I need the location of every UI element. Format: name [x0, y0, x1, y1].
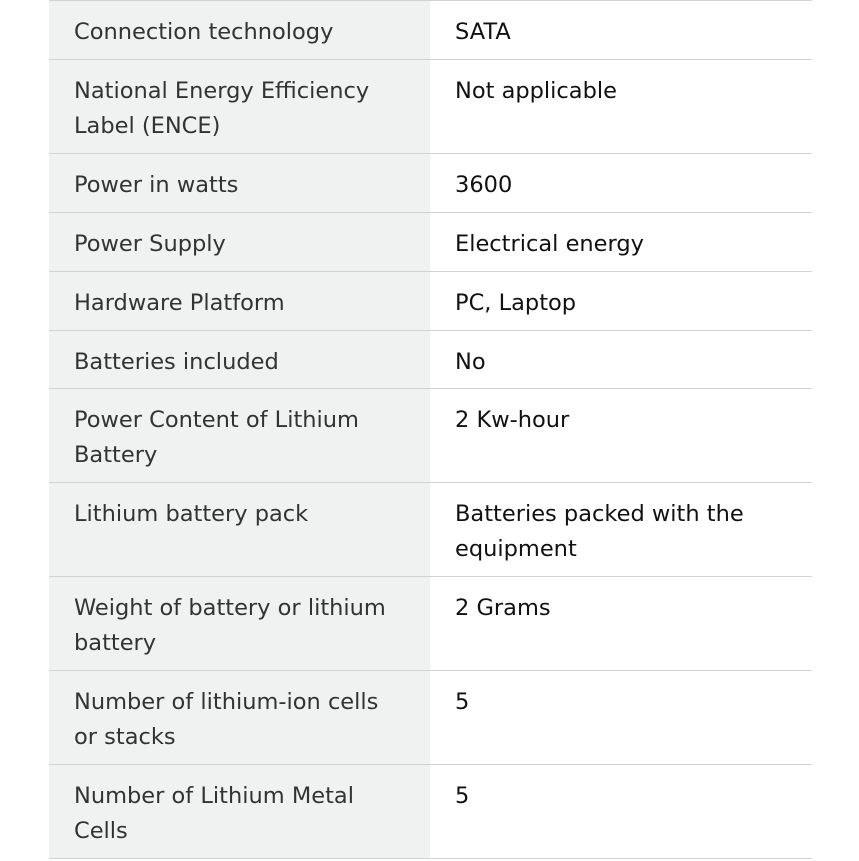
spec-label: Weight of battery or lithium battery	[49, 577, 430, 671]
spec-label: Number of Lithium Metal Cells	[49, 765, 430, 859]
table-row	[49, 272, 812, 331]
table-row	[49, 1, 812, 60]
spec-value: PC, Laptop	[430, 272, 812, 331]
table-row	[49, 154, 812, 213]
spec-label: Hardware Platform	[49, 272, 430, 331]
spec-value: 3600	[430, 154, 812, 213]
product-specifications-table	[49, 0, 812, 859]
spec-value: 2 Kw-hour	[430, 389, 812, 483]
table-row	[49, 389, 812, 483]
table-row	[49, 765, 812, 859]
spec-label: Power Supply	[49, 213, 430, 272]
table-row	[49, 60, 812, 154]
table-row	[49, 483, 812, 577]
spec-value: SATA	[430, 1, 812, 60]
spec-label: National Energy Efficiency Label (ENCE)	[49, 60, 430, 154]
spec-value: Electrical energy	[430, 213, 812, 272]
table-row	[49, 331, 812, 389]
spec-value: 5	[430, 765, 812, 859]
table-row	[49, 577, 812, 671]
spec-label: Number of lithium-ion cells or stacks	[49, 671, 430, 765]
spec-value: No	[430, 331, 812, 389]
table-row	[49, 671, 812, 765]
table-row	[49, 213, 812, 272]
spec-label: Connection technology	[49, 1, 430, 60]
spec-value: Batteries packed with the equipment	[430, 483, 812, 577]
spec-label: Power in watts	[49, 154, 430, 213]
spec-value: 2 Grams	[430, 577, 812, 671]
spec-label: Lithium battery pack	[49, 483, 430, 577]
spec-label: Batteries included	[49, 331, 430, 389]
spec-value: Not applicable	[430, 60, 812, 154]
spec-label: Power Content of Lithium Battery	[49, 389, 430, 483]
spec-value: 5	[430, 671, 812, 765]
